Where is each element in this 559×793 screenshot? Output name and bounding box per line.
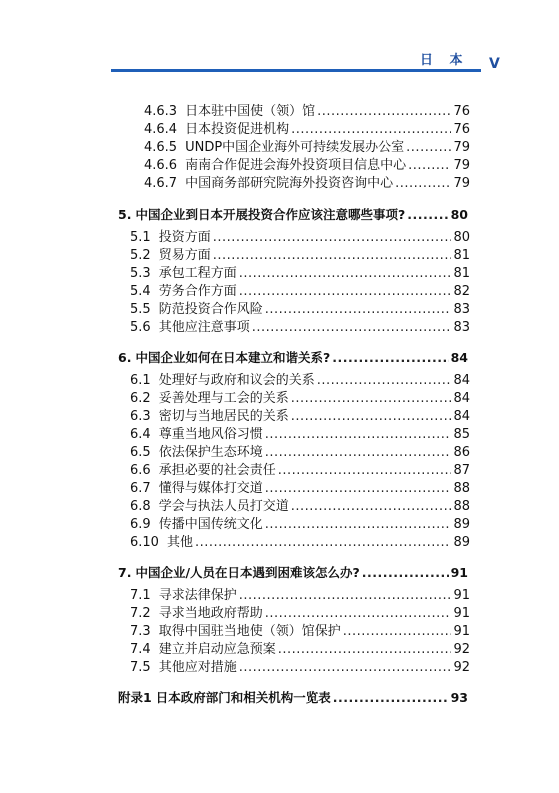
dot-leader — [332, 350, 448, 366]
toc-entry[interactable] — [130, 463, 470, 479]
toc-entry-title: 依法保护生态环境 — [158, 445, 263, 460]
toc-entry[interactable] — [130, 409, 470, 425]
toc-entry-page: 79 — [453, 176, 470, 191]
toc-entry[interactable] — [118, 690, 468, 706]
toc-entry-page: 84 — [453, 373, 470, 388]
toc-entry-number: 7.1 — [130, 588, 151, 603]
toc-entry-number: 4.6.7 — [144, 176, 178, 191]
toc-entry-title: 妥善处理与工会的关系 — [158, 391, 289, 406]
toc-entry-title: 日本投资促进机构 — [185, 122, 290, 137]
toc-entry-page: 92 — [453, 642, 470, 657]
toc-entry[interactable] — [144, 158, 470, 174]
toc-entry-number: 4.6.4 — [144, 122, 178, 137]
dot-leader — [195, 535, 451, 551]
toc-entry-number: 4.6.5 — [144, 140, 178, 155]
toc-entry[interactable] — [130, 427, 470, 443]
dot-leader — [291, 409, 452, 425]
toc-entry-page: 83 — [453, 320, 470, 335]
toc-entry-number: 5.6 — [130, 320, 151, 335]
dot-leader — [317, 104, 451, 120]
toc-entry[interactable] — [130, 517, 470, 533]
toc-entry-page: 85 — [453, 427, 470, 442]
toc-entry-title: UNDP中国企业海外可持续发展办公室 — [185, 140, 405, 155]
toc-entry[interactable] — [130, 642, 470, 658]
toc-entry-page: 81 — [453, 248, 470, 263]
dot-leader — [265, 445, 452, 461]
toc-entry-title: 尊重当地风俗习惯 — [158, 427, 263, 442]
toc-entry-number: 6.7 — [130, 481, 151, 496]
toc-entry-page: 79 — [453, 158, 470, 173]
toc-entry-page: 87 — [453, 463, 470, 478]
toc-entry[interactable] — [130, 373, 470, 389]
toc-entry-page: 84 — [453, 391, 470, 406]
toc-entry[interactable] — [118, 565, 468, 581]
toc-entry-page: 80 — [453, 230, 470, 245]
dot-leader — [213, 248, 452, 264]
dot-leader — [239, 660, 452, 676]
toc-entry-title: 其他 — [166, 535, 193, 550]
toc-entry-page: 91 — [453, 606, 470, 621]
dot-leader — [343, 624, 452, 640]
toc-entry-number: 4.6.6 — [144, 158, 178, 173]
toc-entry[interactable] — [130, 624, 470, 640]
toc-entry-number: 6.5 — [130, 445, 151, 460]
toc-entry-title: 取得中国驻当地使（领）馆保护 — [158, 624, 341, 639]
header-rule — [111, 69, 481, 72]
toc-entry[interactable] — [130, 499, 470, 515]
toc-entry-number: 5.4 — [130, 284, 151, 299]
toc-entry-title: 寻求当地政府帮助 — [158, 606, 263, 621]
toc-entry-number: 7. — [118, 565, 132, 580]
dot-leader — [265, 302, 452, 318]
toc-entry-number: 6.1 — [130, 373, 151, 388]
toc-entry[interactable] — [130, 660, 470, 676]
toc-entry-title: 寻求法律保护 — [158, 588, 237, 603]
dot-leader — [395, 176, 451, 192]
toc-entry[interactable] — [130, 230, 470, 246]
toc-entry-title: 中国企业如何在日本建立和谐关系? — [135, 350, 331, 365]
toc-entry-page: 84 — [450, 350, 468, 365]
toc-entry[interactable] — [144, 104, 470, 120]
toc-entry-number: 7.5 — [130, 660, 151, 675]
toc-entry-title: 投资方面 — [158, 230, 211, 245]
dot-leader — [278, 642, 452, 658]
toc-entry-number: 4.6.3 — [144, 104, 178, 119]
toc-entry-number: 5.3 — [130, 266, 151, 281]
toc-entry[interactable] — [130, 535, 470, 551]
toc-entry-page: 83 — [453, 302, 470, 317]
toc-entry-page: 93 — [450, 690, 468, 705]
toc-entry-title: 传播中国传统文化 — [158, 517, 263, 532]
toc-entry-title: 日本驻中国使（领）馆 — [185, 104, 316, 119]
toc-entry[interactable] — [130, 248, 470, 264]
dot-leader — [407, 207, 448, 223]
dot-leader — [239, 284, 452, 300]
toc-entry-number: 5.1 — [130, 230, 151, 245]
dot-leader — [317, 373, 452, 389]
dot-leader — [239, 266, 452, 282]
toc-entry-page: 89 — [453, 517, 470, 532]
toc-entry[interactable] — [130, 445, 470, 461]
toc-entry-page: 84 — [453, 409, 470, 424]
dot-leader — [252, 320, 452, 336]
dot-leader — [265, 606, 452, 622]
dot-leader — [406, 140, 451, 156]
running-header-title: 日 本 — [420, 53, 469, 68]
toc-entry-title: 日本政府部门和相关机构一览表 — [155, 690, 331, 705]
toc-entry[interactable] — [130, 481, 470, 497]
toc-entry-number: 6.9 — [130, 517, 151, 532]
dot-leader — [265, 427, 452, 443]
toc-entry-title: 承包工程方面 — [158, 266, 237, 281]
toc-entry[interactable] — [130, 284, 470, 300]
toc-entry-number: 5. — [118, 207, 132, 222]
toc-entry-title: 劳务合作方面 — [158, 284, 237, 299]
toc-entry-title: 承担必要的社会责任 — [158, 463, 276, 478]
toc-entry-number: 6.4 — [130, 427, 151, 442]
toc-entry-page: 88 — [453, 499, 470, 514]
toc-entry-page: 76 — [453, 122, 470, 137]
toc-entry-title: 贸易方面 — [158, 248, 211, 263]
toc-entry[interactable] — [130, 606, 470, 622]
toc-entry-number: 6.10 — [130, 535, 159, 550]
toc-entry-number: 5.2 — [130, 248, 151, 263]
dot-leader — [291, 499, 452, 515]
dot-leader — [291, 391, 452, 407]
toc-entry-title: 建立并启动应急预案 — [158, 642, 276, 657]
toc-entry-title: 其他应注意事项 — [158, 320, 250, 335]
toc-entry-title: 其他应对措施 — [158, 660, 237, 675]
toc-entry-title: 中国企业/人员在日本遇到困难该怎么办? — [135, 565, 360, 580]
toc-entry-page: 76 — [453, 104, 470, 119]
toc-entry[interactable] — [118, 207, 468, 223]
toc-entry-page: 81 — [453, 266, 470, 281]
toc-entry-number: 7.4 — [130, 642, 151, 657]
toc-entry-title: 处理好与政府和议会的关系 — [158, 373, 315, 388]
dot-leader — [239, 588, 452, 604]
toc-entry-number: 6. — [118, 350, 132, 365]
toc-entry-title: 中国企业到日本开展投资合作应该注意哪些事项? — [135, 207, 406, 222]
toc-entry[interactable] — [144, 122, 470, 138]
toc-entry-number: 6.8 — [130, 499, 151, 514]
dot-leader — [265, 481, 452, 497]
toc-entry[interactable] — [130, 588, 470, 604]
toc-entry-page: 89 — [453, 535, 470, 550]
toc-entry-page: 80 — [450, 207, 468, 222]
toc-entry-page: 86 — [453, 445, 470, 460]
dot-leader — [291, 122, 451, 138]
toc-entry-page: 82 — [453, 284, 470, 299]
toc-entry[interactable] — [118, 350, 468, 366]
toc-entry-number: 6.2 — [130, 391, 151, 406]
dot-leader — [265, 517, 452, 533]
toc-entry[interactable] — [144, 140, 470, 156]
toc-entry-number: 6.3 — [130, 409, 151, 424]
toc-entry-page: 88 — [453, 481, 470, 496]
toc-entry-number: 5.5 — [130, 302, 151, 317]
toc-entry-number: 6.6 — [130, 463, 151, 478]
toc-entry-page: 91 — [453, 624, 470, 639]
toc-entry-number: 7.3 — [130, 624, 151, 639]
toc-entry[interactable] — [130, 266, 470, 282]
dot-leader — [213, 230, 452, 246]
toc-entry-title: 懂得与媒体打交道 — [158, 481, 263, 496]
toc-entry-page: 91 — [453, 588, 470, 603]
toc-entry[interactable] — [130, 391, 470, 407]
dot-leader — [278, 463, 452, 479]
toc-entry-title: 南南合作促进会海外投资项目信息中心 — [185, 158, 407, 173]
dot-leader — [408, 158, 451, 174]
toc-entry[interactable] — [130, 320, 470, 336]
toc-entry[interactable] — [144, 176, 470, 192]
toc-entry-title: 密切与当地居民的关系 — [158, 409, 289, 424]
toc-entry-page: 79 — [453, 140, 470, 155]
toc-entry-title: 防范投资合作风险 — [158, 302, 263, 317]
toc-entry-number: 7.2 — [130, 606, 151, 621]
toc-entry[interactable] — [130, 302, 470, 318]
page-number-roman: V — [489, 56, 500, 72]
toc-entry-page: 92 — [453, 660, 470, 675]
toc-entry-title: 中国商务部研究院海外投资咨询中心 — [185, 176, 394, 191]
toc-entry-page: 91 — [450, 565, 468, 580]
dot-leader — [362, 565, 449, 581]
dot-leader — [333, 690, 449, 706]
toc-entry-title: 学会与执法人员打交道 — [158, 499, 289, 514]
toc-entry-number: 附录1 — [118, 690, 152, 705]
